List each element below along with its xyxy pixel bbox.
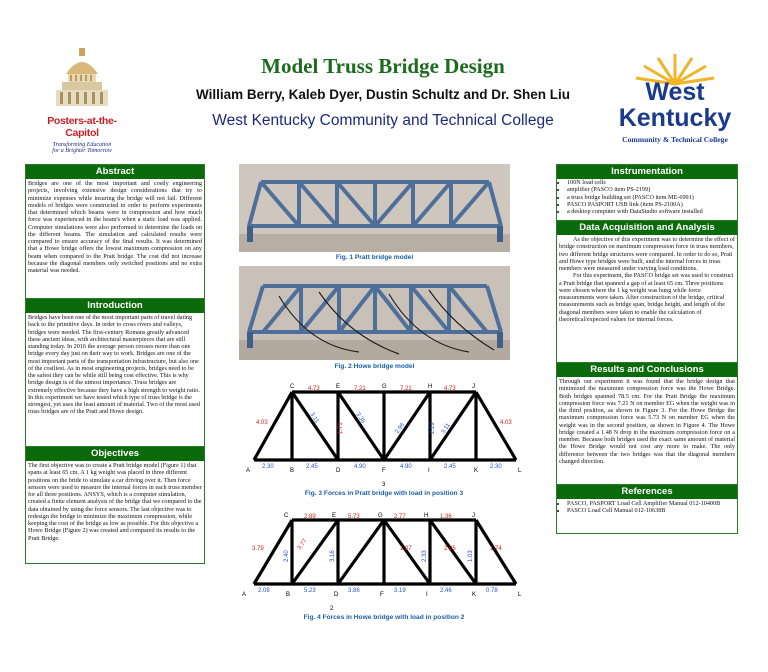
introduction-heading: Introduction [26,299,204,313]
logo-tagline-1: Transforming Education [52,142,112,148]
force-label: 1.71 [338,422,344,434]
fig2-caption: Fig. 2 Howe bridge model [334,363,415,370]
instrumentation-section [556,164,738,222]
data-acquisition-heading: Data Acquisition and Analysis [557,221,737,235]
node-label: F [382,468,386,474]
data-acquisition-paragraph-2: For this experiment, the PASCO bridge set was used to construct a Pratt bridge that spanned a gap of at least 65 cm. Three positions were chosen where the 1 kg weight was hung while force measurements were taken. After construction of the bridge, critical measurements such as bridge span, bridge height, and length of the diagonal members were taken to enable the calculation of theoretical/expected values for internal forces. [559,272,734,323]
node-label: D [336,468,341,474]
node-label: J [472,384,475,390]
force-label: 2.45 [306,464,318,470]
node-label: C [290,384,295,390]
list-item: • a desktop computer with DataStudio software installed [567,208,735,215]
results-section [556,362,738,486]
force-label: 3.77 [296,538,309,552]
force-label: 5.23 [304,588,316,594]
node-label: H [424,513,429,519]
data-acquisition-paragraph-1: As the objective of this experiment was to determine the effect of bridge construction on maximum compression force in truss members, two different bridge structures were compared. In order to do so, Pratt and Howe type bridges were built, and the internal forces in truss members were measured under varying load conditions. [559,236,735,272]
fig1-caption: Fig. 1 Pratt bridge model [335,254,414,261]
force-label: 5.73 [348,514,360,520]
force-label: 4.03 [500,420,512,426]
node-label: H [428,384,433,390]
list-item: • 100N load cells [567,179,735,186]
force-label: 1.36 [440,514,452,520]
list-item: • PASCO PASPORT USB link (item PS-2100A) [567,201,735,208]
introduction-section [25,298,205,448]
objectives-section [25,446,205,564]
force-label: 2.96 [394,422,407,436]
node-label: A [242,592,247,598]
node-label: E [336,384,341,390]
force-label: 3.19 [394,588,406,594]
list-item: • PASCO Load Cell Manual 012-10638B [567,507,735,514]
force-label: 1.74 [490,546,502,552]
force-label: 3.16 [330,550,336,562]
poster-title: Model Truss Bridge Design [261,54,505,78]
force-label: 3.11 [440,422,452,436]
poster-authors: William Berry, Kaleb Dyer, Dustin Schultz and Dr. Shen Liu [196,87,570,102]
howe-force-diagram [238,506,528,614]
node-label: L [518,468,522,474]
force-label: 0.78 [486,588,498,594]
force-label: 3.11 [308,411,320,425]
force-label: 7.21 [400,386,412,392]
force-label: 2.40 [284,550,290,562]
force-label: 2.19 [430,422,436,434]
howe-bridge-photo [239,266,510,360]
force-label: 2.33 [422,550,428,562]
fig4-caption: Fig. 4 Forces in Howe bridge with load in position 2 [303,614,465,621]
force-label: 2.08 [258,588,270,594]
force-label: 2.05 [444,546,456,552]
force-label: 2.30 [262,464,274,470]
list-item: • PASCO, PASPORT Load Cell Amplifier Manual 012-10400B [567,500,735,507]
force-label: 2.46 [440,588,452,594]
node-label: K [472,592,477,598]
node-label: C [284,513,289,519]
force-label: 2.45 [444,464,456,470]
node-label: B [290,468,295,474]
logo-west: West [645,78,705,106]
node-label: I [426,592,428,598]
results-text: Through our experiment it was found that the bridge design that minimized the maximum compression force was the Howe Bridge. Both bridges spanned 78.5 cm. For the Pratt Bridge the maximum compression force was 7.21 N on member EG when the weight was in the third position, as shown in Figure 3. For the Howe Bridge the maximum compression force was 5.73 N on member EG when the weight was in the second position, as shown in Figure 4. The Howe bridge created a 1.48 N drop in the maximum compression force on a member. Because both bridges used the exact same amount of material the Howe Bridge would not cost any more to make. The only difference between the two bridges was that the diagonal members changed direction. [559,378,735,465]
data-acquisition-section [556,220,738,364]
fig3-caption: Fig. 3 Forces in Pratt bridge with load in position 3 [304,490,464,497]
posters-at-the-capitol-logo [32,46,132,152]
node-label: E [332,513,337,519]
force-label: 2.77 [394,514,406,520]
force-label: 3.36 [354,411,366,425]
force-label: 7.21 [354,386,366,392]
logo-name: Posters-at-the-Capitol [47,115,117,139]
force-label: 1.03 [468,550,474,562]
load-position-label: 2 [330,606,334,612]
instrumentation-heading: Instrumentation [557,165,737,179]
references-section [556,484,738,534]
force-label: 1.07 [400,546,412,552]
instrumentation-list [557,179,737,215]
node-label: K [474,468,479,474]
poster-college: West Kentucky Community and Technical College [212,112,554,129]
references-list [557,500,737,515]
node-label: D [334,592,339,598]
force-label: 3.79 [252,546,264,552]
force-label: 4.90 [354,464,366,470]
logo-kentucky: Kentucky [618,104,732,132]
node-label: I [428,468,430,474]
abstract-heading: Abstract [26,165,204,179]
list-item: • amplifier (PASCO item PS-2199) [567,186,735,193]
logo-college: Community & Technical College [622,135,728,144]
list-item: • a truss bridge building set (PASCO item ME-6991) [567,194,735,201]
node-label: L [518,592,522,598]
node-label: G [382,384,387,390]
objectives-heading: Objectives [26,447,204,461]
force-label: 2.89 [304,514,316,520]
abstract-text: Bridges are one of the most important and costly engineering projects, involving extensive design considerations that try to minimize expenses while insuring the bridge will not fail. Different models of bridges were constructed in order to perform experiments that determined which beams were in compression and how much force was experienced in the beam's when a static load was applied. Computer simulations were also performed to determine the loads on the different beams. The simulation and calculated results were compared to ensure accuracy of the final results. It was determined that a Howe bridge offers the lowest maximum compression on any beam when compared to the Pratt bridge. The cost did not increase because the diagonal members only switched positions and no extra material was needed. [28,180,202,274]
introduction-text: Bridges have been one of the most important parts of travel dating back to the primitive days. In order to cross rivers and valleys, bridges were needed. The first-century Romans greatly advanced these ancient ideas, with architectural masterpieces that are still standing today. In 2016 the average person crosses more than one bridge every day just on their way to work. Bridges are one of the most important parts of the transportation infrastructure, but also one of the costliest. As in most engineering projects, bridges need to be the safest they can be while still being cost effective. This is why bridge design is of the utmost importance. Truss bridges are extremely effective because they have a high strength to weight ratio. In this experiment we have tested which type of truss bridge is the strongest, yet uses the least amount of material. Two of the most used truss bridges are of the Pratt and Howe design. [28,314,200,416]
abstract-section [25,164,205,300]
force-label: 4.73 [444,386,456,392]
force-label: 3.86 [348,588,360,594]
node-label: A [246,468,251,474]
node-label: G [378,513,383,519]
references-heading: References [557,485,737,499]
node-label: F [380,592,384,598]
node-label: J [472,513,475,519]
force-label: 2.30 [490,464,502,470]
force-label: 4.73 [308,386,320,392]
node-label: B [286,592,291,598]
logo-tagline-2: for a Brighter Tomorrow [52,148,112,154]
pratt-bridge-photo [239,164,510,252]
pratt-force-diagram [238,376,528,488]
force-label: 4.03 [256,420,268,426]
west-kentucky-logo [614,50,736,150]
force-label: 4.90 [400,464,412,470]
capitol-dome-icon [32,46,132,108]
results-heading: Results and Conclusions [557,363,737,377]
objectives-text: The first objective was to create a Pratt bridge model (Figure 1) that spans at least 65 cm. A 1 kg weight was placed in three different positions on the bride to simulate a car driving over it. Then force sensors were used to measure the internal forces in each truss member for all three positions. ANSYS, which is a computer simulation, created a finite element analysis of the bridge that we compared to the data obtained by using the force sensors. The last objective was to redesign the bridge to minimize the maximum compression, while keeping the cost of the bridge as low as possible. For this objective a Howe Bridge (Figure 2) was created and compared its results to the Pratt Bridge. [28,462,202,542]
load-position-label: 3 [382,482,386,488]
